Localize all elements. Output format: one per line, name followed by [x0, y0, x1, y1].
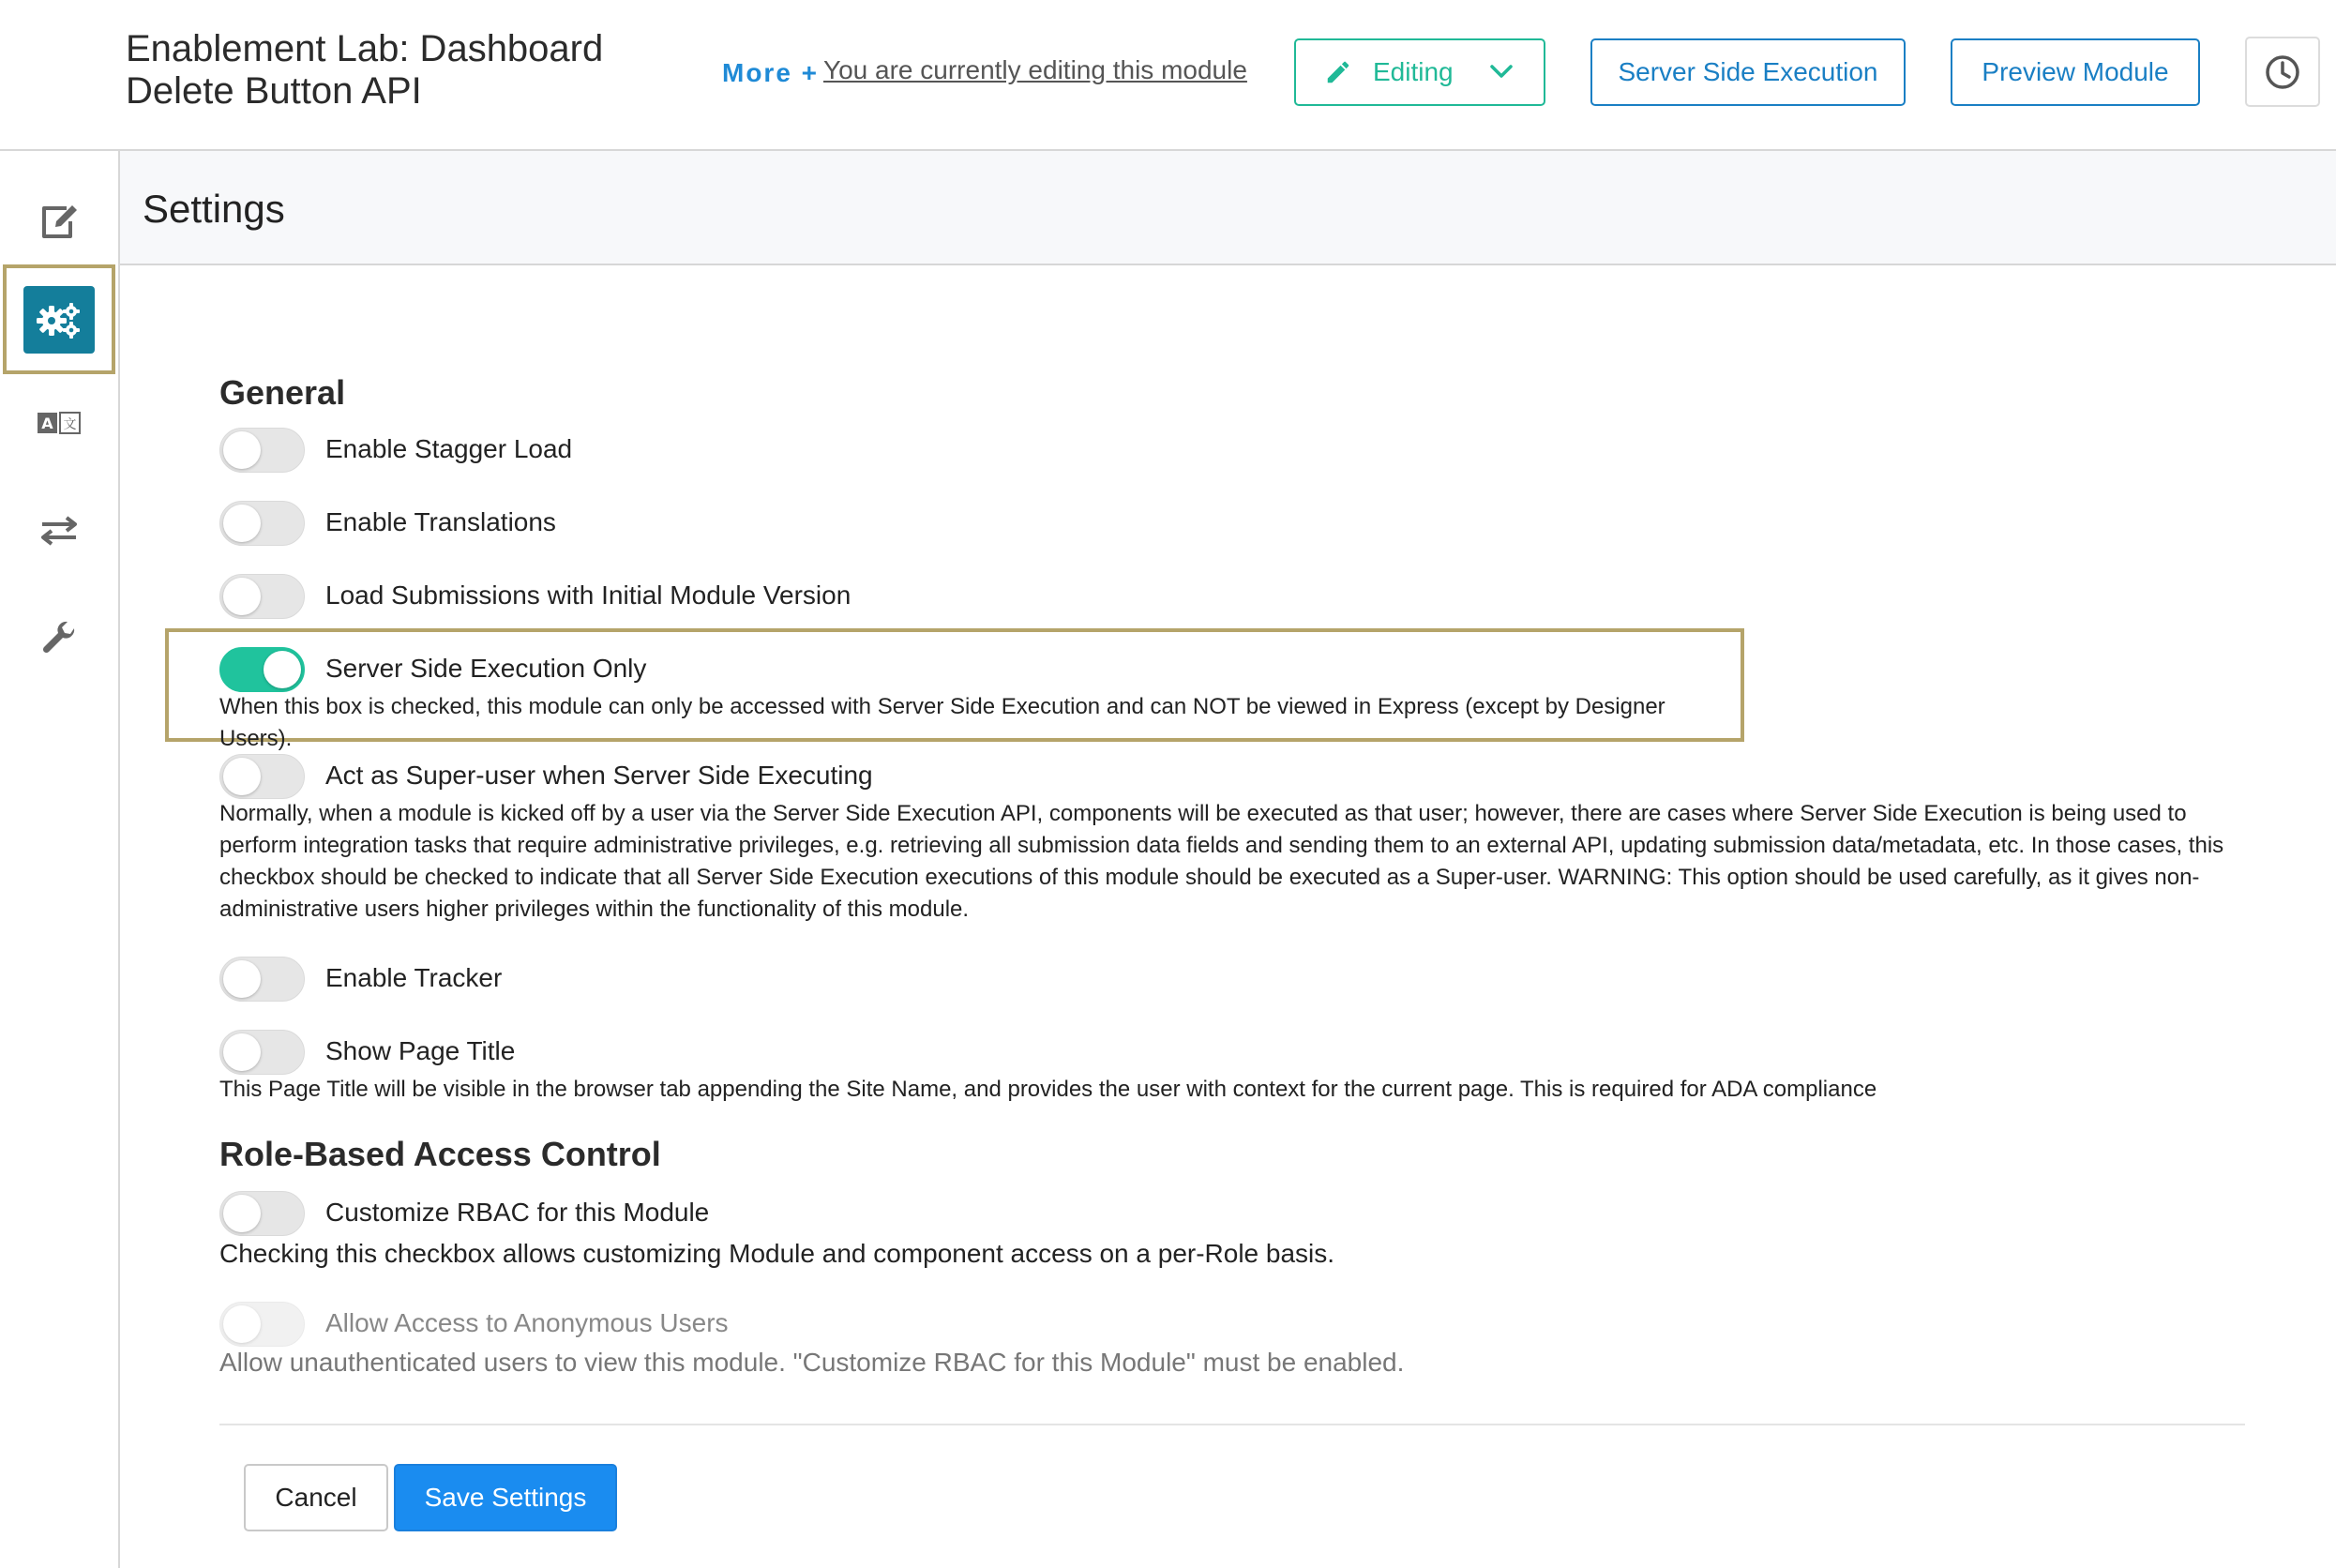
- translate-icon: [37, 411, 82, 435]
- toggle-knob: [264, 651, 301, 688]
- sse-only-help: When this box is checked, this module can only be accessed with Server Side Execution and can NOT be viewed in Express (except by Designer Users).: [219, 694, 1665, 751]
- customize-rbac-label: Customize RBAC for this Module: [325, 1198, 710, 1227]
- anonymous-access-label: Allow Access to Anonymous Users: [325, 1308, 729, 1337]
- tracker-toggle[interactable]: [219, 957, 305, 1002]
- top-header: [0, 0, 2336, 151]
- toggle-knob: [223, 431, 261, 469]
- rail-item-tools[interactable]: [0, 611, 118, 667]
- initial-version-toggle[interactable]: [219, 574, 305, 619]
- customize-rbac-help: Checking this checkbox allows customizing Module and component access on a per-Role basis.: [219, 1239, 1335, 1268]
- settings-titlebar: [120, 151, 2336, 265]
- rail-item-integrations[interactable]: [0, 503, 118, 559]
- sse-only-toggle[interactable]: [219, 647, 305, 692]
- toggle-knob: [223, 1195, 261, 1232]
- sse-only-label: Server Side Execution Only: [325, 654, 647, 683]
- editing-note-link[interactable]: You are currently editing this module: [823, 55, 1247, 84]
- pencil-icon: [1324, 58, 1352, 86]
- rail-item-settings[interactable]: [23, 286, 95, 354]
- superuser-help: Normally, when a module is kicked off by a user via the Server Side Execution API, components will be executed as that user; however, there are cases where Server Side Execution is being used to perform integration tasks that require administrative privileges, e.g. retrieving all submission data fields and sending them to an external API, updating submission data/metadata, etc. In those cases, this checkbox should be checked to indicate that all Server Side Execution executions of this module should be executed as a Super-user. WARNING: This option should be used carefully, as it gives non-administrative users higher privileges within the functionality of this module.: [219, 801, 2224, 922]
- cancel-button[interactable]: Cancel: [244, 1464, 388, 1531]
- stagger-load-toggle[interactable]: [219, 428, 305, 473]
- footer-divider: [219, 1424, 2245, 1425]
- left-rail: [0, 151, 120, 1568]
- page-title-label: Show Page Title: [325, 1036, 516, 1065]
- svg-text:文: 文: [63, 417, 77, 432]
- toggle-knob: [223, 505, 261, 542]
- toggle-knob: [223, 960, 261, 998]
- anonymous-access-help: Allow unauthenticated users to view this module. "Customize RBAC for this Module" must be enabled.: [219, 1348, 1405, 1377]
- module-title: Enablement Lab: Dashboard Delete Button API: [126, 28, 604, 112]
- history-button[interactable]: [2245, 37, 2320, 107]
- rail-item-translations[interactable]: [0, 395, 118, 451]
- chevron-down-icon: [1489, 63, 1514, 82]
- server-side-execution-button[interactable]: Server Side Execution: [1590, 38, 1906, 106]
- toggle-knob: [223, 1033, 261, 1071]
- superuser-label: Act as Super-user when Server Side Executing: [325, 761, 873, 790]
- translations-toggle[interactable]: [219, 501, 305, 546]
- toggle-knob: [223, 1305, 261, 1343]
- preview-module-button[interactable]: Preview Module: [1951, 38, 2200, 106]
- initial-version-label: Load Submissions with Initial Module Version: [325, 580, 852, 610]
- editing-mode-dropdown[interactable]: [1294, 38, 1545, 106]
- page-title-help: This Page Title will be visible in the browser tab appending the Site Name, and provides the user with context for the current page. This is required for ADA compliance: [219, 1077, 1877, 1102]
- translations-label: Enable Translations: [325, 507, 556, 536]
- customize-rbac-toggle[interactable]: [219, 1191, 305, 1236]
- toggle-knob: [223, 758, 261, 795]
- edit-icon: [38, 203, 80, 240]
- wrench-icon: [40, 620, 78, 657]
- save-settings-button[interactable]: Save Settings: [394, 1464, 617, 1531]
- editing-label: Editing: [1373, 57, 1454, 86]
- stagger-load-label: Enable Stagger Load: [325, 434, 573, 463]
- rail-item-editor[interactable]: [0, 188, 118, 254]
- page-title: Settings: [143, 187, 285, 231]
- clock-icon: [2264, 53, 2301, 91]
- tracker-label: Enable Tracker: [325, 963, 503, 992]
- svg-text:A: A: [41, 415, 53, 432]
- rbac-heading: Role-Based Access Control: [219, 1135, 661, 1173]
- anonymous-access-toggle[interactable]: [219, 1302, 305, 1347]
- swap-arrows-icon: [40, 516, 78, 546]
- gears-icon: [36, 301, 83, 339]
- superuser-toggle[interactable]: [219, 754, 305, 799]
- more-link[interactable]: More +: [722, 58, 820, 87]
- general-heading: General: [219, 373, 346, 412]
- page-title-toggle[interactable]: [219, 1030, 305, 1075]
- toggle-knob: [223, 578, 261, 615]
